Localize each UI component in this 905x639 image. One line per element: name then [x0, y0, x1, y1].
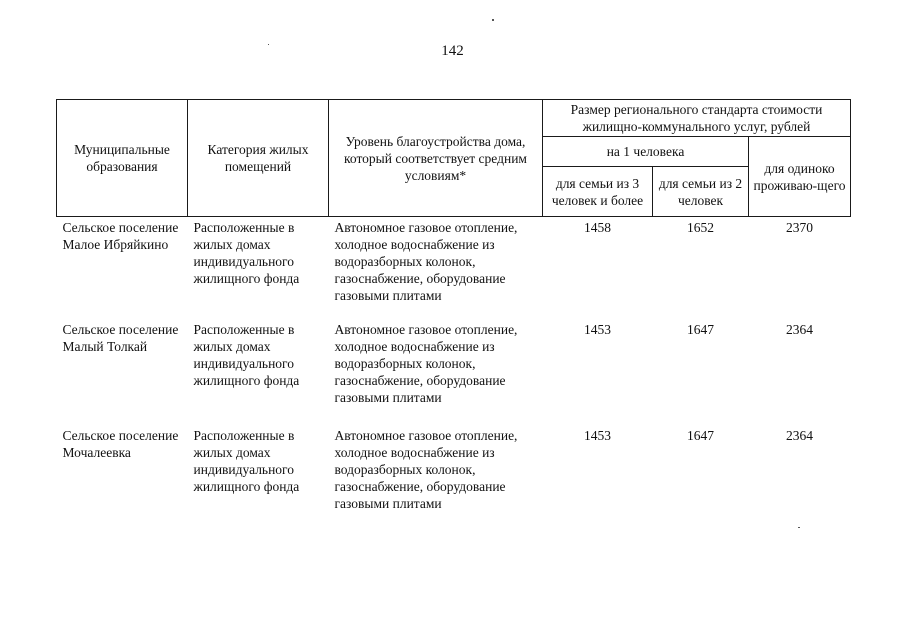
cell-municipality: Сельское поселение Малый Толкай: [62, 321, 179, 354]
header-municipality: Муниципальные образования: [57, 100, 188, 217]
table-row: [57, 217, 851, 321]
table-row: [57, 427, 851, 531]
header-single: для одиноко проживаю-щего: [749, 137, 851, 217]
scan-speck: [492, 19, 494, 21]
header-family-3plus: для семьи из 3 человек и более: [543, 167, 653, 217]
cell-family-2: 1647: [687, 427, 714, 443]
cell-level: Автономное газовое отопление, холодное водоснабжение из водоразборных колонок, газоснабжение, оборудование газовыми плитами: [334, 427, 518, 511]
header-level: Уровень благоустройства дома, который соответствует средним условиям*: [329, 100, 543, 217]
cell-municipality: Сельское поселение Мочалеевка: [62, 427, 179, 460]
cell-category: Расположенные в жилых домах индивидуального жилищного фонда: [193, 321, 300, 388]
header-category: Категория жилых помещений: [188, 100, 329, 217]
page-number: 142: [441, 43, 464, 59]
cell-single: 2364: [786, 427, 813, 443]
cell-level: Автономное газовое отопление, холодное водоснабжение из водоразборных колонок, газоснабжение, оборудование газовыми плитами: [334, 321, 518, 405]
cell-category: Расположенные в жилых домах индивидуального жилищного фонда: [193, 220, 300, 286]
regional-standard-table: [56, 99, 851, 531]
scan-speck: [268, 44, 269, 45]
table-row: [57, 321, 851, 427]
cell-family-2: 1647: [687, 321, 714, 337]
cell-family-3plus: 1453: [584, 427, 611, 443]
scan-speck: [798, 527, 800, 528]
cell-municipality: Сельское поселение Малое Ибряйкино: [62, 220, 179, 252]
header-standard-group: Размер регионального стандарта стоимости жилищно-коммунального услуг, рублей: [543, 100, 851, 137]
header-per-person: на 1 человека: [543, 137, 749, 167]
table-header: [57, 100, 851, 217]
table-body: [57, 217, 851, 531]
header-family-2: для семьи из 2 человек: [653, 167, 749, 217]
cell-family-3plus: 1453: [584, 321, 611, 337]
cell-single: 2364: [786, 321, 813, 337]
cell-level: Автономное газовое отопление, холодное водоснабжение из водоразборных колонок, газоснабжение, оборудование газовыми плитами: [334, 220, 518, 303]
cell-single: 2370: [786, 220, 813, 235]
cell-category: Расположенные в жилых домах индивидуального жилищного фонда: [193, 427, 300, 494]
cell-family-3plus: 1458: [584, 220, 611, 235]
cell-family-2: 1652: [687, 220, 714, 235]
